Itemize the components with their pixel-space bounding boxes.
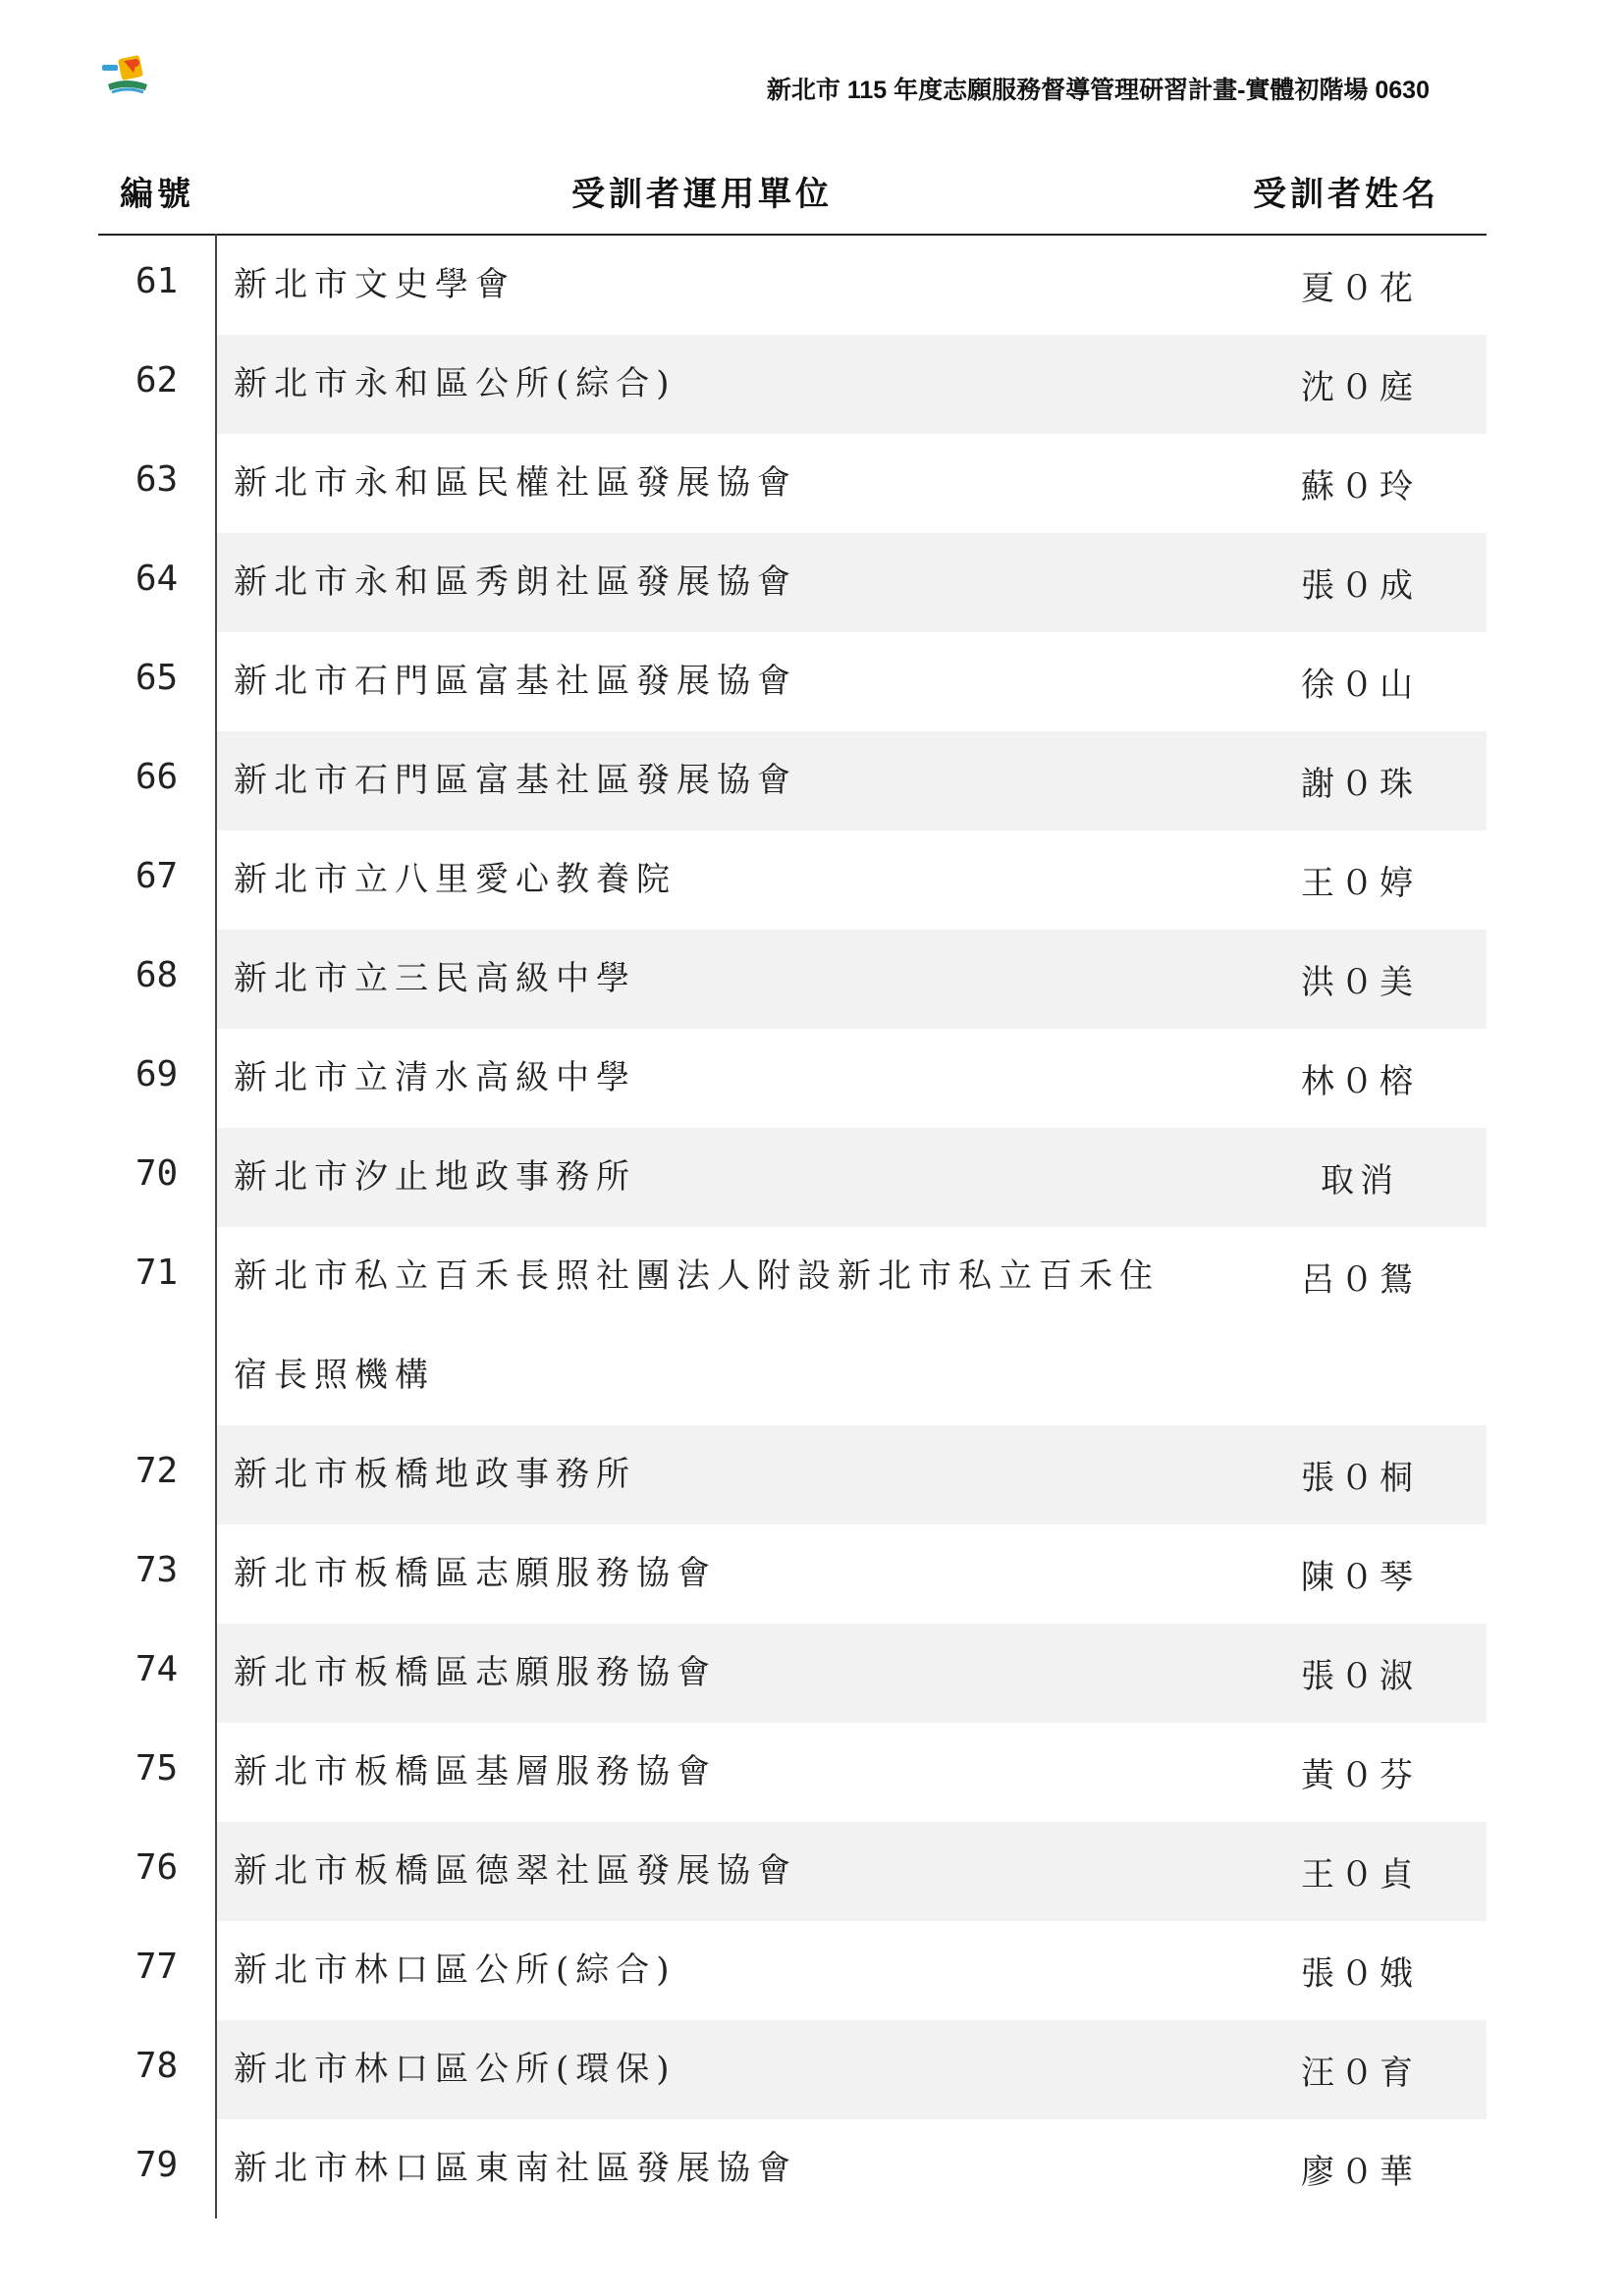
row-name: 張０桐 <box>1301 1459 1419 1498</box>
table-row <box>98 1128 1487 1227</box>
row-number: 67 <box>135 856 179 896</box>
row-number: 72 <box>135 1451 179 1491</box>
row-unit: 新北市板橋區德翠社區發展協會 <box>234 1851 797 1891</box>
table-row <box>98 632 1487 731</box>
row-number: 65 <box>135 658 179 698</box>
table-row <box>98 1425 1487 1524</box>
table-row <box>98 830 1487 930</box>
table-row <box>98 1227 1487 1425</box>
table-row <box>98 1921 1487 2020</box>
column-header-number: 編號 <box>120 175 194 214</box>
table-row <box>98 1524 1487 1624</box>
row-name: 蘇０玲 <box>1301 467 1419 507</box>
row-number: 66 <box>135 757 179 797</box>
row-name: 沈０庭 <box>1301 368 1419 407</box>
row-number: 63 <box>135 459 179 500</box>
row-unit: 新北市文史學會 <box>234 265 515 304</box>
row-name: 徐０山 <box>1301 666 1419 705</box>
table-row <box>98 1723 1487 1822</box>
row-unit: 新北市林口區東南社區發展協會 <box>234 2149 797 2188</box>
table-body <box>98 236 1487 2218</box>
row-unit: 新北市汐止地政事務所 <box>234 1157 636 1197</box>
table-row <box>98 2020 1487 2119</box>
row-unit: 新北市林口區公所(環保) <box>234 2050 677 2089</box>
column-header-unit: 受訓者運用單位 <box>571 175 833 214</box>
row-number: 68 <box>135 955 179 995</box>
row-name: 廖０華 <box>1301 2153 1419 2192</box>
row-name: 汪０育 <box>1301 2054 1419 2093</box>
row-unit: 新北市板橋區志願服務協會 <box>234 1653 717 1692</box>
table-row <box>98 930 1487 1029</box>
row-number: 78 <box>135 2046 179 2086</box>
column-header-name: 受訓者姓名 <box>1253 175 1439 214</box>
row-number: 70 <box>135 1153 179 1194</box>
row-number: 73 <box>135 1550 179 1590</box>
row-number: 64 <box>135 559 179 599</box>
row-number: 61 <box>135 261 179 301</box>
row-name: 黃０芬 <box>1301 1756 1419 1795</box>
row-number: 69 <box>135 1054 179 1095</box>
table-header <box>98 147 1487 236</box>
row-name: 王０婷 <box>1301 864 1419 903</box>
row-unit: 新北市私立百禾長照社團法人附設新北市私立百禾住宿長照機構 <box>234 1256 1160 1395</box>
row-unit: 新北市石門區富基社區發展協會 <box>234 662 797 701</box>
row-name: 洪０美 <box>1301 963 1419 1002</box>
row-name: 謝０珠 <box>1301 765 1419 804</box>
row-name: 張０成 <box>1301 566 1419 606</box>
document-header-title: 新北市 115 年度志願服務督導管理研習計畫-實體初階場 0630 <box>766 77 1430 104</box>
row-name: 張０淑 <box>1301 1657 1419 1696</box>
row-name: 王０貞 <box>1301 1855 1419 1895</box>
row-name: 呂０鴛 <box>1301 1260 1419 1300</box>
table-row <box>98 1822 1487 1921</box>
row-unit: 新北市立三民高級中學 <box>234 959 636 998</box>
row-unit: 新北市板橋區基層服務協會 <box>234 1752 717 1791</box>
row-unit: 新北市永和區秀朗社區發展協會 <box>234 562 797 602</box>
new-taipei-logo-icon <box>98 51 155 98</box>
trainee-table <box>98 147 1487 2218</box>
row-unit: 新北市板橋區志願服務協會 <box>234 1554 717 1593</box>
table-row <box>98 434 1487 533</box>
row-unit: 新北市永和區民權社區發展協會 <box>234 463 797 503</box>
row-unit: 新北市石門區富基社區發展協會 <box>234 761 797 800</box>
row-number: 74 <box>135 1649 179 1689</box>
row-number: 75 <box>135 1748 179 1789</box>
row-unit: 新北市立八里愛心教養院 <box>234 860 677 899</box>
table-row <box>98 731 1487 830</box>
row-name: 陳０琴 <box>1301 1558 1419 1597</box>
row-unit: 新北市永和區公所(綜合) <box>234 364 677 403</box>
table-row <box>98 236 1487 335</box>
row-unit: 新北市立清水高級中學 <box>234 1058 636 1097</box>
row-unit: 新北市林口區公所(綜合) <box>234 1950 677 1990</box>
table-row <box>98 1624 1487 1723</box>
table-row <box>98 335 1487 434</box>
row-name: 取消 <box>1321 1161 1399 1201</box>
row-number: 76 <box>135 1847 179 1888</box>
row-number: 79 <box>135 2145 179 2185</box>
row-name: 張０娥 <box>1301 1954 1419 1994</box>
row-number: 62 <box>135 360 179 400</box>
table-row <box>98 1029 1487 1128</box>
table-row <box>98 2119 1487 2218</box>
row-number: 71 <box>135 1253 179 1293</box>
row-number: 77 <box>135 1947 179 1987</box>
row-name: 林０榕 <box>1301 1062 1419 1101</box>
row-name: 夏０花 <box>1301 269 1419 308</box>
table-row <box>98 533 1487 632</box>
row-unit: 新北市板橋地政事務所 <box>234 1455 636 1494</box>
